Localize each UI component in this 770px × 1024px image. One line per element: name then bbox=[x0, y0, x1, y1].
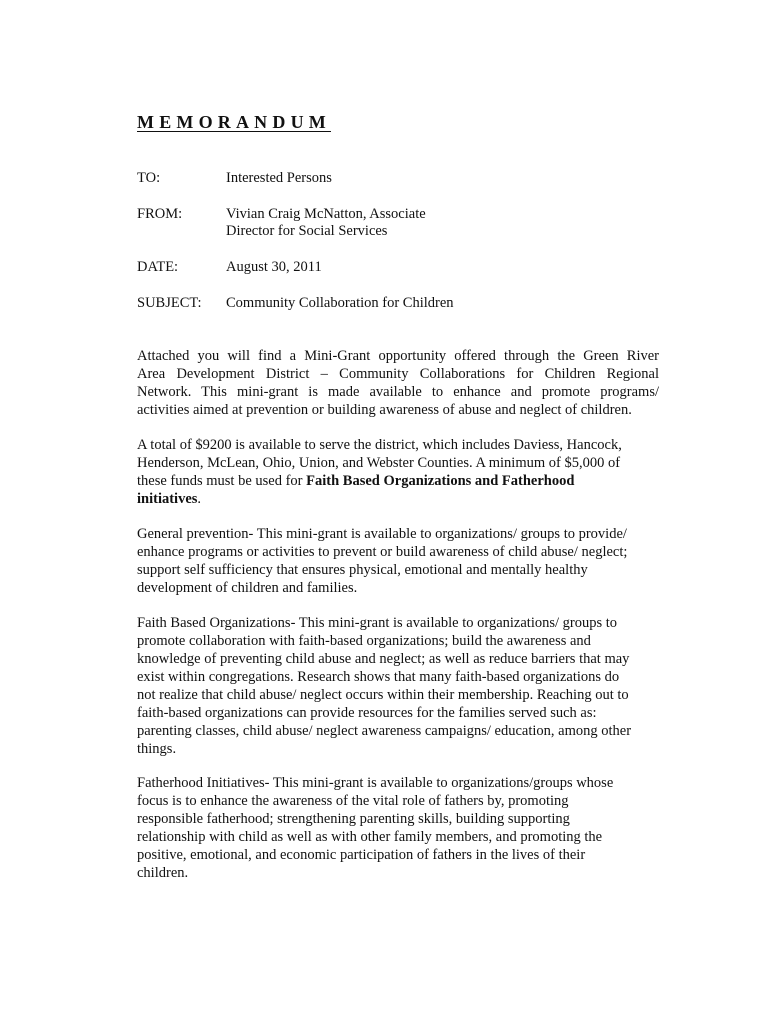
paragraph-line: relationship with child as well as with other family members, and promoting the bbox=[137, 829, 603, 845]
paragraph-line bbox=[137, 472, 659, 490]
paragraph-line: enhance programs or activities to prevent or build awareness of child abuse/ neglect; bbox=[137, 544, 628, 560]
paragraph-fatherhood bbox=[137, 774, 659, 882]
paragraph-funding bbox=[137, 436, 659, 508]
paragraph-line: knowledge of preventing child abuse and neglect; as well as reduce barriers that may bbox=[137, 651, 630, 667]
paragraph-line: activities aimed at prevention or building awareness of abuse and neglect of children. bbox=[137, 402, 632, 418]
to-value: Interested Persons bbox=[226, 170, 332, 186]
paragraph-intro bbox=[137, 347, 659, 419]
paragraph-line: promote collaboration with faith-based organizations; build the awareness and bbox=[137, 633, 591, 649]
paragraph-line bbox=[137, 490, 659, 508]
paragraph-line: positive, emotional, and economic participation of fathers in the lives of their bbox=[137, 847, 586, 863]
from-value-line2: Director for Social Services bbox=[226, 223, 388, 239]
paragraph-line: support self sufficiency that ensures physical, emotional and mentally healthy bbox=[137, 562, 588, 578]
subject-value: Community Collaboration for Children bbox=[226, 295, 454, 311]
paragraph-line: General prevention- This mini-grant is available to organizations/ groups to provide/ bbox=[137, 526, 627, 542]
paragraph-line: children. bbox=[137, 865, 189, 881]
funding-period: . bbox=[197, 491, 202, 507]
paragraph-line: things. bbox=[137, 741, 177, 757]
paragraph-line: Henderson, McLean, Ohio, Union, and Webster Counties. A minimum of $5,000 of bbox=[137, 455, 621, 471]
paragraph-line: Network. This mini-grant is made available to enhance and promote programs/ bbox=[137, 384, 659, 400]
funding-emphasis-cont: initiatives bbox=[137, 491, 198, 507]
paragraph-line: parenting classes, child abuse/ neglect awareness campaigns/ education, among other bbox=[137, 723, 632, 739]
date-label: DATE: bbox=[137, 259, 179, 275]
paragraph-line: focus is to enhance the awareness of the vital role of fathers by, promoting bbox=[137, 793, 569, 809]
paragraph-line: A total of $9200 is available to serve the district, which includes Daviess, Hancock, bbox=[137, 437, 622, 453]
paragraph-line: Area Development District – Community Collaborations for Children Regional bbox=[137, 366, 659, 382]
paragraph-line: not realize that child abuse/ neglect occurs within their membership. Reaching out to bbox=[137, 687, 629, 703]
paragraph-line: Attached you will find a Mini-Grant opportunity offered through the Green River bbox=[137, 348, 659, 364]
subject-label: SUBJECT: bbox=[137, 295, 202, 311]
from-value-line1: Vivian Craig McNatton, Associate bbox=[226, 206, 426, 222]
paragraph-line: Faith Based Organizations- This mini-grant is available to organizations/ groups to bbox=[137, 615, 618, 631]
funding-text: these funds must be used for bbox=[137, 473, 307, 489]
paragraph-line: responsible fatherhood; strengthening parenting skills, building supporting bbox=[137, 811, 570, 827]
from-label: FROM: bbox=[137, 206, 183, 222]
paragraph-faith-based bbox=[137, 614, 659, 758]
to-label: TO: bbox=[137, 170, 161, 186]
funding-emphasis: Faith Based Organizations and Fatherhood bbox=[306, 473, 575, 489]
paragraph-line: exist within congregations. Research shows that many faith-based organizations do bbox=[137, 669, 620, 685]
date-value: August 30, 2011 bbox=[226, 259, 322, 275]
paragraph-line: Fatherhood Initiatives- This mini-grant is available to organizations/groups whose bbox=[137, 775, 614, 791]
paragraph-line: development of children and families. bbox=[137, 580, 358, 596]
paragraph-general-prevention bbox=[137, 525, 659, 597]
memo-title: MEMORANDUM bbox=[137, 112, 331, 132]
paragraph-line: faith-based organizations can provide resources for the families served such as: bbox=[137, 705, 597, 721]
